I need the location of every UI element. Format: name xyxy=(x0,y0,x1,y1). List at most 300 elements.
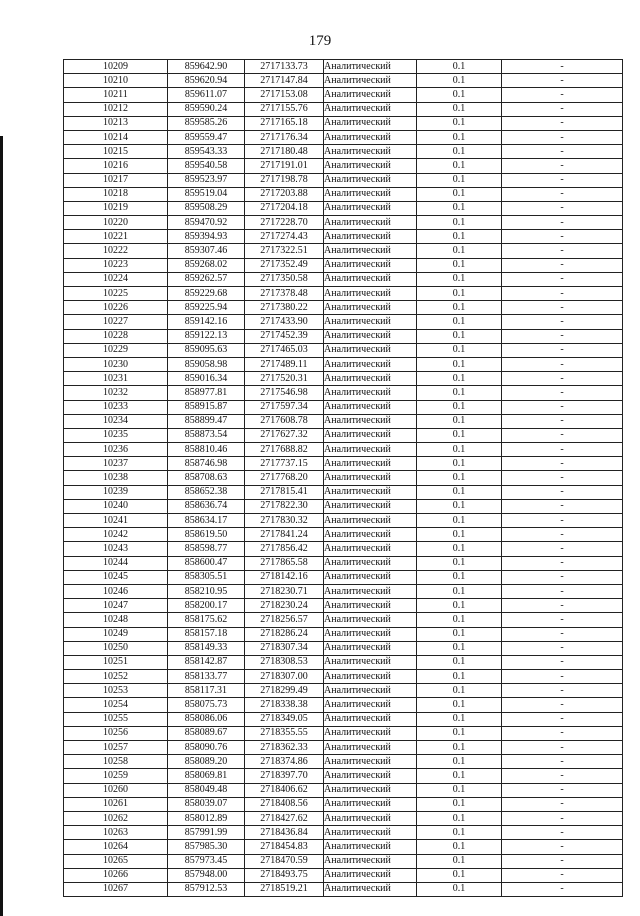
accuracy-cell: 0.1 xyxy=(417,372,502,386)
description-cell: - xyxy=(502,684,623,698)
x-coordinate-cell: 858305.51 xyxy=(168,570,245,584)
x-coordinate-cell: 859262.57 xyxy=(168,272,245,286)
description-cell: - xyxy=(502,301,623,315)
point-id-cell: 10261 xyxy=(64,797,168,811)
point-id-cell: 10253 xyxy=(64,684,168,698)
description-cell: - xyxy=(502,187,623,201)
accuracy-cell: 0.1 xyxy=(417,343,502,357)
point-id-cell: 10212 xyxy=(64,102,168,116)
point-id-cell: 10240 xyxy=(64,499,168,513)
x-coordinate-cell: 858619.50 xyxy=(168,528,245,542)
accuracy-cell: 0.1 xyxy=(417,570,502,584)
y-coordinate-cell: 2718299.49 xyxy=(245,684,324,698)
table-row xyxy=(64,230,623,244)
description-cell: - xyxy=(502,88,623,102)
y-coordinate-cell: 2717380.22 xyxy=(245,301,324,315)
point-id-cell: 10266 xyxy=(64,868,168,882)
description-cell: - xyxy=(502,329,623,343)
description-cell: - xyxy=(502,783,623,797)
method-cell: Аналитический xyxy=(324,755,417,769)
x-coordinate-cell: 858634.17 xyxy=(168,514,245,528)
point-id-cell: 10249 xyxy=(64,627,168,641)
description-cell: - xyxy=(502,287,623,301)
x-coordinate-cell: 859394.93 xyxy=(168,230,245,244)
method-cell: Аналитический xyxy=(324,712,417,726)
method-cell: Аналитический xyxy=(324,159,417,173)
y-coordinate-cell: 2717191.01 xyxy=(245,159,324,173)
y-coordinate-cell: 2718519.21 xyxy=(245,882,324,896)
method-cell: Аналитический xyxy=(324,726,417,740)
description-cell: - xyxy=(502,556,623,570)
accuracy-cell: 0.1 xyxy=(417,726,502,740)
accuracy-cell: 0.1 xyxy=(417,386,502,400)
table-row xyxy=(64,414,623,428)
method-cell: Аналитический xyxy=(324,343,417,357)
method-cell: Аналитический xyxy=(324,244,417,258)
point-id-cell: 10241 xyxy=(64,514,168,528)
description-cell: - xyxy=(502,145,623,159)
point-id-cell: 10215 xyxy=(64,145,168,159)
method-cell: Аналитический xyxy=(324,386,417,400)
description-cell: - xyxy=(502,372,623,386)
table-row xyxy=(64,201,623,215)
description-cell: - xyxy=(502,130,623,144)
table-row xyxy=(64,145,623,159)
x-coordinate-cell: 858086.06 xyxy=(168,712,245,726)
accuracy-cell: 0.1 xyxy=(417,159,502,173)
accuracy-cell: 0.1 xyxy=(417,457,502,471)
accuracy-cell: 0.1 xyxy=(417,88,502,102)
table-row xyxy=(64,173,623,187)
y-coordinate-cell: 2717133.73 xyxy=(245,60,324,74)
point-id-cell: 10221 xyxy=(64,230,168,244)
y-coordinate-cell: 2717768.20 xyxy=(245,471,324,485)
x-coordinate-cell: 858175.62 xyxy=(168,613,245,627)
table-row xyxy=(64,698,623,712)
y-coordinate-cell: 2717608.78 xyxy=(245,414,324,428)
description-cell: - xyxy=(502,357,623,371)
x-coordinate-cell: 859642.90 xyxy=(168,60,245,74)
accuracy-cell: 0.1 xyxy=(417,130,502,144)
method-cell: Аналитический xyxy=(324,457,417,471)
table-row xyxy=(64,386,623,400)
method-cell: Аналитический xyxy=(324,400,417,414)
x-coordinate-cell: 859523.97 xyxy=(168,173,245,187)
x-coordinate-cell: 859225.94 xyxy=(168,301,245,315)
method-cell: Аналитический xyxy=(324,428,417,442)
point-id-cell: 10227 xyxy=(64,315,168,329)
y-coordinate-cell: 2718338.38 xyxy=(245,698,324,712)
description-cell: - xyxy=(502,613,623,627)
accuracy-cell: 0.1 xyxy=(417,769,502,783)
table-row xyxy=(64,584,623,598)
method-cell: Аналитический xyxy=(324,357,417,371)
accuracy-cell: 0.1 xyxy=(417,840,502,854)
accuracy-cell: 0.1 xyxy=(417,471,502,485)
x-coordinate-cell: 858200.17 xyxy=(168,599,245,613)
description-cell: - xyxy=(502,826,623,840)
method-cell: Аналитический xyxy=(324,584,417,598)
point-id-cell: 10248 xyxy=(64,613,168,627)
point-id-cell: 10219 xyxy=(64,201,168,215)
table-row xyxy=(64,60,623,74)
accuracy-cell: 0.1 xyxy=(417,670,502,684)
accuracy-cell: 0.1 xyxy=(417,655,502,669)
table-row xyxy=(64,471,623,485)
x-coordinate-cell: 858600.47 xyxy=(168,556,245,570)
point-id-cell: 10245 xyxy=(64,570,168,584)
table-row xyxy=(64,301,623,315)
x-coordinate-cell: 857973.45 xyxy=(168,854,245,868)
y-coordinate-cell: 2717815.41 xyxy=(245,485,324,499)
method-cell: Аналитический xyxy=(324,272,417,286)
y-coordinate-cell: 2717155.76 xyxy=(245,102,324,116)
x-coordinate-cell: 858069.81 xyxy=(168,769,245,783)
y-coordinate-cell: 2717489.11 xyxy=(245,357,324,371)
margin-binding-line xyxy=(0,136,3,916)
description-cell: - xyxy=(502,627,623,641)
accuracy-cell: 0.1 xyxy=(417,173,502,187)
method-cell: Аналитический xyxy=(324,684,417,698)
accuracy-cell: 0.1 xyxy=(417,868,502,882)
accuracy-cell: 0.1 xyxy=(417,60,502,74)
table-row xyxy=(64,457,623,471)
description-cell: - xyxy=(502,599,623,613)
point-id-cell: 10265 xyxy=(64,854,168,868)
table-row xyxy=(64,400,623,414)
accuracy-cell: 0.1 xyxy=(417,755,502,769)
table-row xyxy=(64,528,623,542)
accuracy-cell: 0.1 xyxy=(417,230,502,244)
description-cell: - xyxy=(502,769,623,783)
x-coordinate-cell: 859585.26 xyxy=(168,116,245,130)
point-id-cell: 10223 xyxy=(64,258,168,272)
y-coordinate-cell: 2717165.18 xyxy=(245,116,324,130)
x-coordinate-cell: 858636.74 xyxy=(168,499,245,513)
x-coordinate-cell: 859095.63 xyxy=(168,343,245,357)
y-coordinate-cell: 2717153.08 xyxy=(245,88,324,102)
x-coordinate-cell: 858598.77 xyxy=(168,542,245,556)
method-cell: Аналитический xyxy=(324,372,417,386)
table-row xyxy=(64,159,623,173)
method-cell: Аналитический xyxy=(324,783,417,797)
table-row xyxy=(64,187,623,201)
accuracy-cell: 0.1 xyxy=(417,485,502,499)
point-id-cell: 10262 xyxy=(64,811,168,825)
x-coordinate-cell: 859268.02 xyxy=(168,258,245,272)
description-cell: - xyxy=(502,868,623,882)
description-cell: - xyxy=(502,797,623,811)
table-row xyxy=(64,556,623,570)
accuracy-cell: 0.1 xyxy=(417,826,502,840)
point-id-cell: 10232 xyxy=(64,386,168,400)
method-cell: Аналитический xyxy=(324,826,417,840)
description-cell: - xyxy=(502,499,623,513)
x-coordinate-cell: 858157.18 xyxy=(168,627,245,641)
table-row xyxy=(64,372,623,386)
y-coordinate-cell: 2717203.88 xyxy=(245,187,324,201)
description-cell: - xyxy=(502,116,623,130)
accuracy-cell: 0.1 xyxy=(417,556,502,570)
accuracy-cell: 0.1 xyxy=(417,712,502,726)
description-cell: - xyxy=(502,570,623,584)
x-coordinate-cell: 857991.99 xyxy=(168,826,245,840)
y-coordinate-cell: 2717737.15 xyxy=(245,457,324,471)
accuracy-cell: 0.1 xyxy=(417,187,502,201)
method-cell: Аналитический xyxy=(324,613,417,627)
description-cell: - xyxy=(502,471,623,485)
method-cell: Аналитический xyxy=(324,769,417,783)
description-cell: - xyxy=(502,343,623,357)
point-id-cell: 10242 xyxy=(64,528,168,542)
x-coordinate-cell: 858210.95 xyxy=(168,584,245,598)
x-coordinate-cell: 858133.77 xyxy=(168,670,245,684)
x-coordinate-cell: 859122.13 xyxy=(168,329,245,343)
x-coordinate-cell: 858117.31 xyxy=(168,684,245,698)
method-cell: Аналитический xyxy=(324,116,417,130)
accuracy-cell: 0.1 xyxy=(417,783,502,797)
accuracy-cell: 0.1 xyxy=(417,797,502,811)
y-coordinate-cell: 2718230.71 xyxy=(245,584,324,598)
table-row xyxy=(64,216,623,230)
x-coordinate-cell: 857948.00 xyxy=(168,868,245,882)
coordinates-table xyxy=(63,59,623,897)
method-cell: Аналитический xyxy=(324,145,417,159)
y-coordinate-cell: 2717627.32 xyxy=(245,428,324,442)
description-cell: - xyxy=(502,315,623,329)
table-row xyxy=(64,670,623,684)
description-cell: - xyxy=(502,457,623,471)
accuracy-cell: 0.1 xyxy=(417,584,502,598)
point-id-cell: 10239 xyxy=(64,485,168,499)
x-coordinate-cell: 859559.47 xyxy=(168,130,245,144)
point-id-cell: 10217 xyxy=(64,173,168,187)
description-cell: - xyxy=(502,741,623,755)
y-coordinate-cell: 2717204.18 xyxy=(245,201,324,215)
accuracy-cell: 0.1 xyxy=(417,882,502,896)
table-row xyxy=(64,258,623,272)
x-coordinate-cell: 859307.46 xyxy=(168,244,245,258)
y-coordinate-cell: 2717465.03 xyxy=(245,343,324,357)
y-coordinate-cell: 2718362.33 xyxy=(245,741,324,755)
description-cell: - xyxy=(502,173,623,187)
method-cell: Аналитический xyxy=(324,414,417,428)
table-row xyxy=(64,854,623,868)
method-cell: Аналитический xyxy=(324,570,417,584)
table-row xyxy=(64,287,623,301)
accuracy-cell: 0.1 xyxy=(417,329,502,343)
description-cell: - xyxy=(502,258,623,272)
point-id-cell: 10252 xyxy=(64,670,168,684)
description-cell: - xyxy=(502,670,623,684)
y-coordinate-cell: 2717198.78 xyxy=(245,173,324,187)
y-coordinate-cell: 2717228.70 xyxy=(245,216,324,230)
method-cell: Аналитический xyxy=(324,811,417,825)
table-row xyxy=(64,882,623,896)
x-coordinate-cell: 859508.29 xyxy=(168,201,245,215)
accuracy-cell: 0.1 xyxy=(417,301,502,315)
y-coordinate-cell: 2718470.59 xyxy=(245,854,324,868)
accuracy-cell: 0.1 xyxy=(417,811,502,825)
point-id-cell: 10257 xyxy=(64,741,168,755)
method-cell: Аналитический xyxy=(324,471,417,485)
table-row xyxy=(64,840,623,854)
accuracy-cell: 0.1 xyxy=(417,514,502,528)
x-coordinate-cell: 859142.16 xyxy=(168,315,245,329)
x-coordinate-cell: 859470.92 xyxy=(168,216,245,230)
description-cell: - xyxy=(502,882,623,896)
description-cell: - xyxy=(502,60,623,74)
table-row xyxy=(64,244,623,258)
accuracy-cell: 0.1 xyxy=(417,116,502,130)
x-coordinate-cell: 858810.46 xyxy=(168,443,245,457)
point-id-cell: 10211 xyxy=(64,88,168,102)
x-coordinate-cell: 858090.76 xyxy=(168,741,245,755)
table-row xyxy=(64,343,623,357)
accuracy-cell: 0.1 xyxy=(417,684,502,698)
table-row xyxy=(64,357,623,371)
accuracy-cell: 0.1 xyxy=(417,258,502,272)
accuracy-cell: 0.1 xyxy=(417,599,502,613)
description-cell: - xyxy=(502,726,623,740)
method-cell: Аналитический xyxy=(324,187,417,201)
x-coordinate-cell: 858089.20 xyxy=(168,755,245,769)
description-cell: - xyxy=(502,272,623,286)
description-cell: - xyxy=(502,400,623,414)
point-id-cell: 10233 xyxy=(64,400,168,414)
table-row xyxy=(64,130,623,144)
y-coordinate-cell: 2718454.83 xyxy=(245,840,324,854)
y-coordinate-cell: 2717520.31 xyxy=(245,372,324,386)
accuracy-cell: 0.1 xyxy=(417,400,502,414)
x-coordinate-cell: 859016.34 xyxy=(168,372,245,386)
point-id-cell: 10267 xyxy=(64,882,168,896)
y-coordinate-cell: 2718307.00 xyxy=(245,670,324,684)
method-cell: Аналитический xyxy=(324,556,417,570)
coordinates-table-body xyxy=(64,60,623,897)
point-id-cell: 10225 xyxy=(64,287,168,301)
table-row xyxy=(64,428,623,442)
description-cell: - xyxy=(502,655,623,669)
y-coordinate-cell: 2718406.62 xyxy=(245,783,324,797)
description-cell: - xyxy=(502,811,623,825)
table-row xyxy=(64,272,623,286)
table-row xyxy=(64,485,623,499)
method-cell: Аналитический xyxy=(324,60,417,74)
point-id-cell: 10247 xyxy=(64,599,168,613)
description-cell: - xyxy=(502,201,623,215)
description-cell: - xyxy=(502,244,623,258)
method-cell: Аналитический xyxy=(324,627,417,641)
table-row xyxy=(64,74,623,88)
point-id-cell: 10263 xyxy=(64,826,168,840)
description-cell: - xyxy=(502,840,623,854)
y-coordinate-cell: 2718397.70 xyxy=(245,769,324,783)
y-coordinate-cell: 2717176.34 xyxy=(245,130,324,144)
y-coordinate-cell: 2717452.39 xyxy=(245,329,324,343)
accuracy-cell: 0.1 xyxy=(417,428,502,442)
method-cell: Аналитический xyxy=(324,542,417,556)
table-row xyxy=(64,868,623,882)
point-id-cell: 10228 xyxy=(64,329,168,343)
description-cell: - xyxy=(502,755,623,769)
point-id-cell: 10254 xyxy=(64,698,168,712)
description-cell: - xyxy=(502,641,623,655)
y-coordinate-cell: 2717546.98 xyxy=(245,386,324,400)
y-coordinate-cell: 2717433.90 xyxy=(245,315,324,329)
method-cell: Аналитический xyxy=(324,230,417,244)
point-id-cell: 10246 xyxy=(64,584,168,598)
point-id-cell: 10243 xyxy=(64,542,168,556)
table-row xyxy=(64,741,623,755)
y-coordinate-cell: 2717352.49 xyxy=(245,258,324,272)
description-cell: - xyxy=(502,542,623,556)
table-row xyxy=(64,88,623,102)
x-coordinate-cell: 858049.48 xyxy=(168,783,245,797)
y-coordinate-cell: 2718142.16 xyxy=(245,570,324,584)
point-id-cell: 10255 xyxy=(64,712,168,726)
y-coordinate-cell: 2718374.86 xyxy=(245,755,324,769)
point-id-cell: 10264 xyxy=(64,840,168,854)
x-coordinate-cell: 859590.24 xyxy=(168,102,245,116)
description-cell: - xyxy=(502,514,623,528)
y-coordinate-cell: 2718230.24 xyxy=(245,599,324,613)
point-id-cell: 10258 xyxy=(64,755,168,769)
x-coordinate-cell: 859620.94 xyxy=(168,74,245,88)
accuracy-cell: 0.1 xyxy=(417,741,502,755)
table-row xyxy=(64,641,623,655)
y-coordinate-cell: 2717688.82 xyxy=(245,443,324,457)
point-id-cell: 10229 xyxy=(64,343,168,357)
method-cell: Аналитический xyxy=(324,258,417,272)
point-id-cell: 10260 xyxy=(64,783,168,797)
description-cell: - xyxy=(502,485,623,499)
table-row xyxy=(64,570,623,584)
point-id-cell: 10231 xyxy=(64,372,168,386)
point-id-cell: 10226 xyxy=(64,301,168,315)
table-row xyxy=(64,684,623,698)
x-coordinate-cell: 858075.73 xyxy=(168,698,245,712)
point-id-cell: 10259 xyxy=(64,769,168,783)
method-cell: Аналитический xyxy=(324,287,417,301)
accuracy-cell: 0.1 xyxy=(417,201,502,215)
table-row xyxy=(64,499,623,513)
point-id-cell: 10209 xyxy=(64,60,168,74)
accuracy-cell: 0.1 xyxy=(417,74,502,88)
accuracy-cell: 0.1 xyxy=(417,315,502,329)
y-coordinate-cell: 2718355.55 xyxy=(245,726,324,740)
accuracy-cell: 0.1 xyxy=(417,102,502,116)
x-coordinate-cell: 858915.87 xyxy=(168,400,245,414)
accuracy-cell: 0.1 xyxy=(417,641,502,655)
accuracy-cell: 0.1 xyxy=(417,272,502,286)
method-cell: Аналитический xyxy=(324,499,417,513)
method-cell: Аналитический xyxy=(324,514,417,528)
table-row xyxy=(64,712,623,726)
method-cell: Аналитический xyxy=(324,670,417,684)
y-coordinate-cell: 2718493.75 xyxy=(245,868,324,882)
accuracy-cell: 0.1 xyxy=(417,357,502,371)
x-coordinate-cell: 858899.47 xyxy=(168,414,245,428)
y-coordinate-cell: 2717378.48 xyxy=(245,287,324,301)
method-cell: Аналитический xyxy=(324,130,417,144)
point-id-cell: 10224 xyxy=(64,272,168,286)
x-coordinate-cell: 859540.58 xyxy=(168,159,245,173)
accuracy-cell: 0.1 xyxy=(417,216,502,230)
description-cell: - xyxy=(502,159,623,173)
description-cell: - xyxy=(502,698,623,712)
y-coordinate-cell: 2718308.53 xyxy=(245,655,324,669)
